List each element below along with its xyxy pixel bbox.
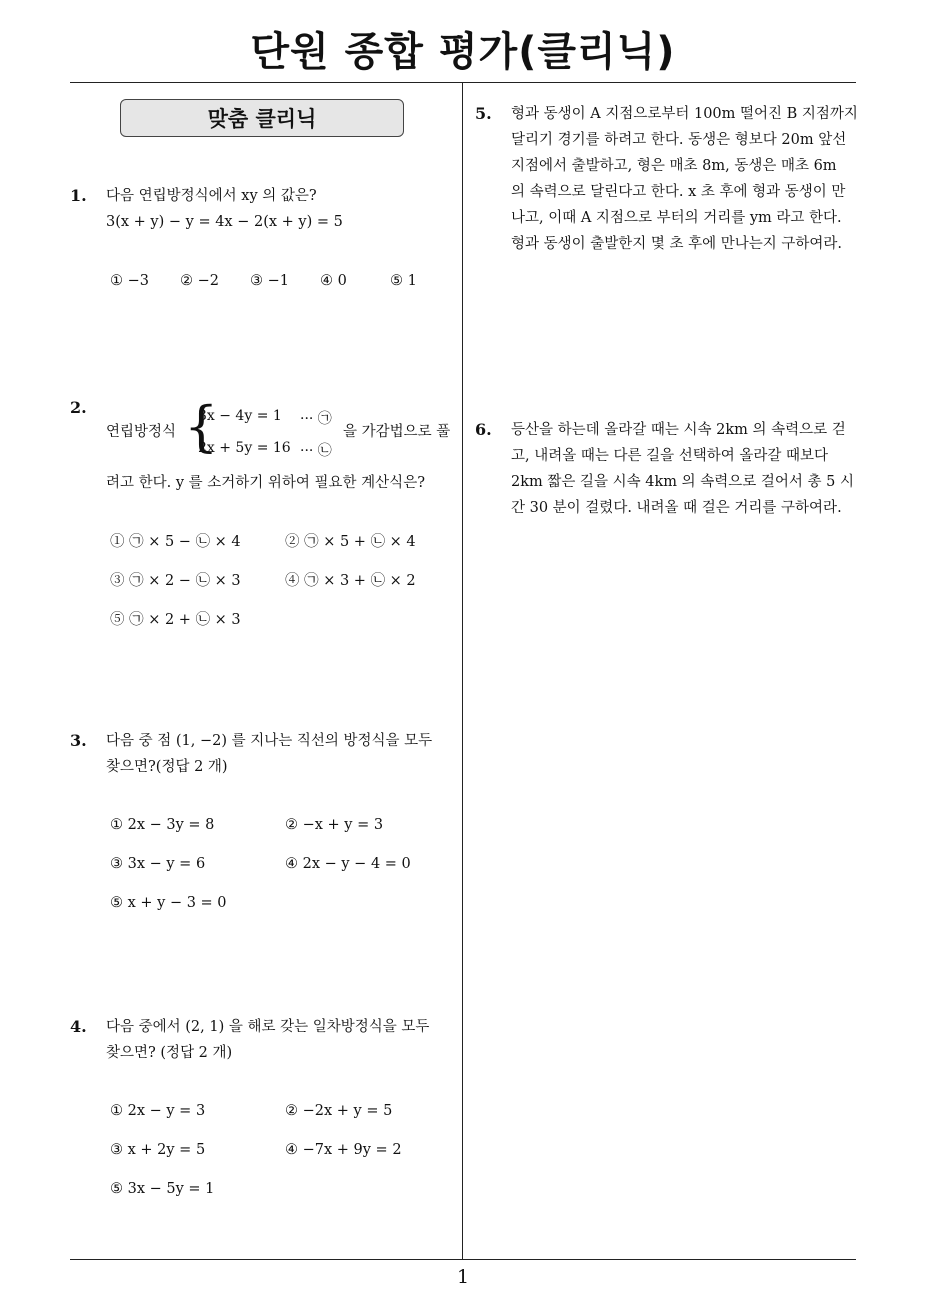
question-text: 다음 연립방정식에서 xy 의 값은? (106, 188, 317, 204)
question-number: 5. (475, 104, 492, 123)
question-number: 2. (70, 398, 87, 417)
question-text: 다음 중에서 (2, 1) 을 해로 갖는 일차방정식을 모두 (106, 1019, 430, 1035)
answer-option[interactable]: ③ x + 2y = 5 (110, 1142, 206, 1158)
footer-rule (70, 1259, 856, 1260)
system-equation-2: 2x + 5y = 16 (198, 440, 291, 456)
answer-option[interactable]: ① 2x − 3y = 8 (110, 817, 215, 833)
system-suffix: 을 가감법으로 풀 (343, 424, 451, 440)
question-4 (70, 1014, 455, 1066)
system-prefix: 연립방정식 (106, 424, 177, 440)
answer-option[interactable]: ③ 3x − y = 6 (110, 856, 206, 872)
answer-option[interactable]: ① ㉠ × 5 − ㉡ × 4 (110, 534, 241, 550)
answer-option[interactable]: ④ 2x − y − 4 = 0 (285, 856, 411, 872)
question-number: 4. (70, 1017, 87, 1036)
answer-option[interactable]: ② −2 (180, 273, 219, 289)
system-mark-1: ··· ㉠ (300, 411, 332, 427)
question-number: 6. (475, 420, 492, 439)
answer-option[interactable]: ④ −7x + 9y = 2 (285, 1142, 402, 1158)
answer-option[interactable]: ⑤ x + y − 3 = 0 (110, 895, 227, 911)
question-1 (70, 183, 455, 235)
answer-option[interactable]: ⑤ 1 (390, 273, 417, 289)
question-3 (70, 728, 455, 780)
question-text-line: 2km 짧은 길을 시속 4km 의 속력으로 걸어서 총 5 시 (511, 474, 854, 490)
question-text-line: 지점에서 출발하고, 형은 매초 8m, 동생은 매초 6m (511, 158, 837, 174)
question-text: 찾으면? (정답 2 개) (106, 1045, 233, 1061)
section-label: 맞춤 클리닉 (207, 107, 317, 131)
question-6 (475, 417, 865, 521)
answer-option[interactable]: ② −2x + y = 5 (285, 1103, 393, 1119)
question-number: 1. (70, 186, 87, 205)
header-rule (70, 82, 856, 83)
question-text: 려고 한다. y 를 소거하기 위하여 필요한 계산식은? (106, 475, 425, 491)
question-number: 3. (70, 731, 87, 750)
answer-option[interactable]: ① 2x − y = 3 (110, 1103, 206, 1119)
question-equation: 3(x + y) − y = 4x − 2(x + y) = 5 (106, 214, 343, 230)
answer-option[interactable]: ③ ㉠ × 2 − ㉡ × 3 (110, 573, 241, 589)
page-number: 1 (456, 1266, 470, 1288)
system-equation-1: 3x − 4y = 1 (198, 408, 282, 424)
answer-option[interactable]: ③ −1 (250, 273, 289, 289)
question-text-line: 간 30 분이 걸렸다. 내려올 때 걸은 거리를 구하여라. (511, 500, 842, 516)
question-text-line: 형과 동생이 A 지점으로부터 100m 떨어진 B 지점까지 (511, 106, 858, 122)
answer-option[interactable]: ⑤ 3x − 5y = 1 (110, 1181, 215, 1197)
question-text-line: 의 속력으로 달린다고 한다. x 초 후에 형과 동생이 만 (511, 184, 846, 200)
question-text: 찾으면?(정답 2 개) (106, 759, 228, 775)
answer-option[interactable]: ④ ㉠ × 3 + ㉡ × 2 (285, 573, 416, 589)
answer-option[interactable]: ① −3 (110, 273, 149, 289)
column-divider (462, 82, 463, 1259)
question-text-line: 등산을 하는데 올라갈 때는 시속 2km 의 속력으로 걷 (511, 422, 846, 438)
question-text-line: 나고, 이때 A 지점으로 부터의 거리를 ym 라고 한다. (511, 210, 842, 226)
answer-option[interactable]: ② ㉠ × 5 + ㉡ × 4 (285, 534, 416, 550)
system-mark-2: ··· ㉡ (300, 443, 332, 459)
question-text-line: 달리기 경기를 하려고 한다. 동생은 형보다 20m 앞선 (511, 132, 847, 148)
question-text: 다음 중 점 (1, −2) 를 지나는 직선의 방정식을 모두 (106, 733, 433, 749)
question-5 (475, 101, 865, 257)
answer-option[interactable]: ② −x + y = 3 (285, 817, 384, 833)
question-text-line: 고, 내려올 때는 다른 길을 선택하여 올라갈 때보다 (511, 448, 829, 464)
answer-option[interactable]: ⑤ ㉠ × 2 + ㉡ × 3 (110, 612, 241, 628)
answer-option[interactable]: ④ 0 (320, 273, 347, 289)
system-brace: { (184, 395, 219, 458)
section-label-box (120, 99, 404, 137)
page-title: 단원 종합 평가(클리닉) (250, 29, 676, 75)
question-text-line: 형과 동생이 출발한지 몇 초 후에 만나는지 구하여라. (511, 236, 843, 252)
